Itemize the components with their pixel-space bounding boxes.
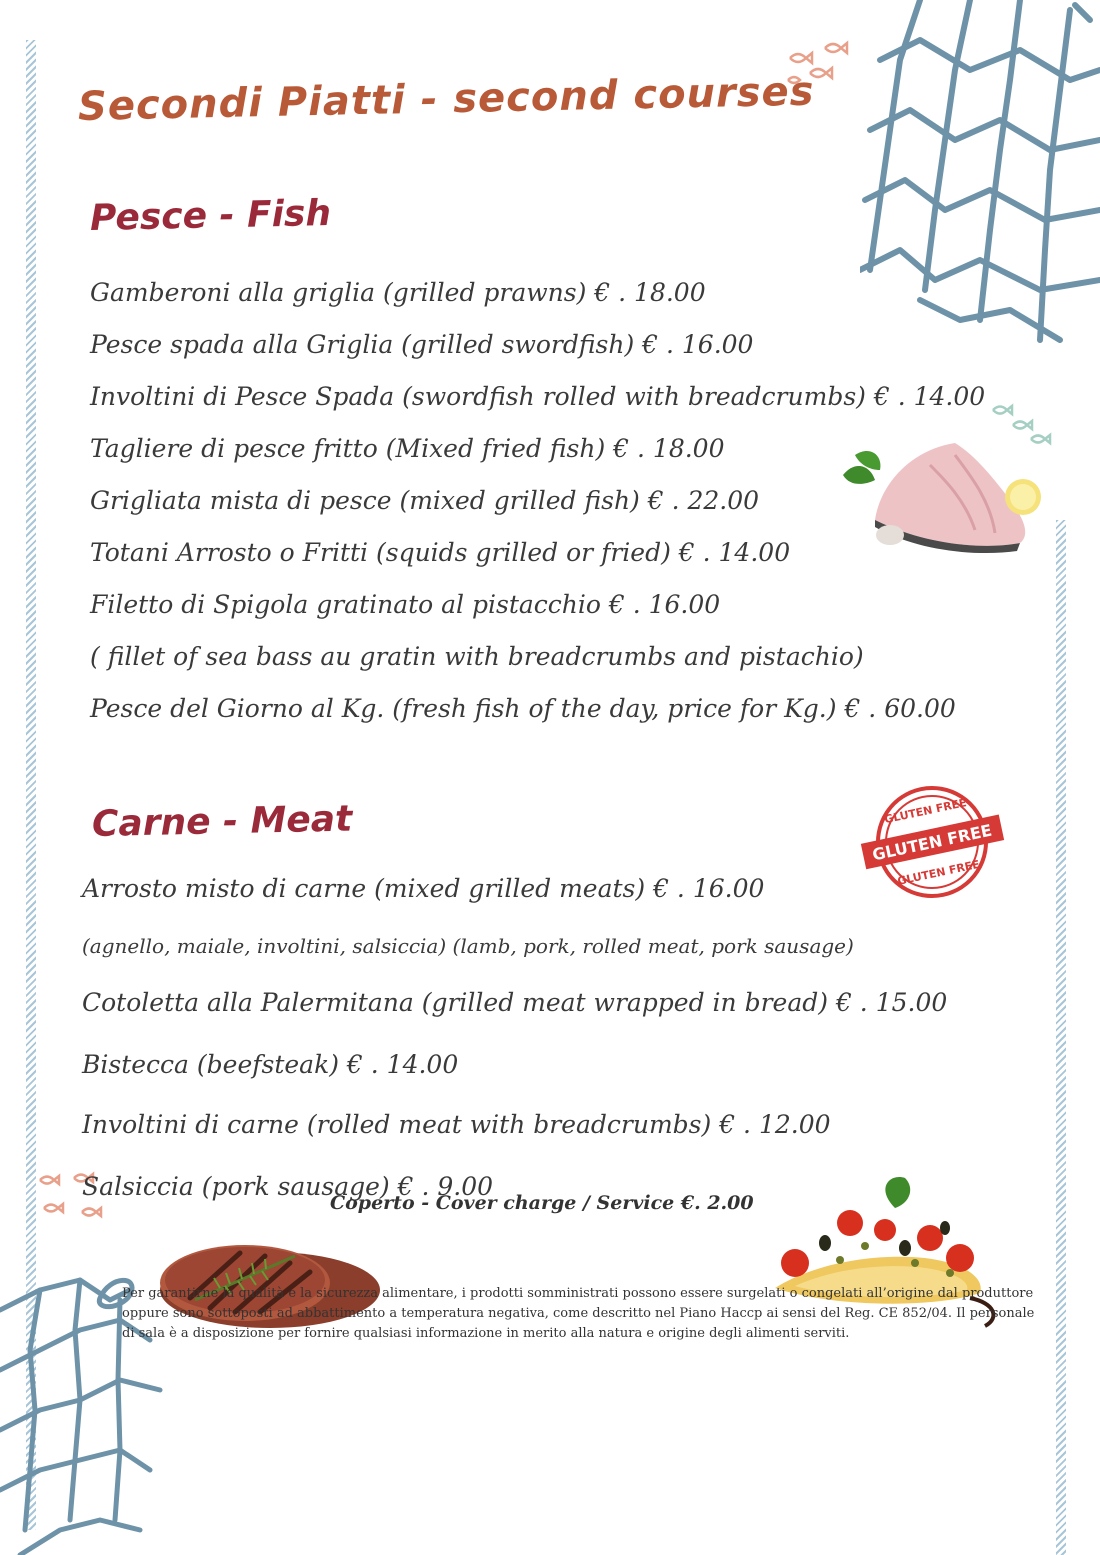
menu-item: Tagliere di pesce fritto (Mixed fried fish) € . 18.00	[90, 434, 725, 463]
badge-main-text: GLUTEN FREE	[870, 820, 994, 865]
right-rope-border	[1056, 520, 1066, 1555]
menu-item: Gamberoni alla griglia (grilled prawns) € . 18.00	[90, 278, 706, 307]
menu-item: Involtini di Pesce Spada (swordfish rolled with breadcrumbs) € . 14.00	[90, 382, 986, 411]
menu-item: Involtini di carne (rolled meat with breadcrumbs) € . 12.00	[82, 1110, 831, 1139]
fishing-net-top-right	[860, 0, 1100, 360]
section-heading-fish: Pesce - Fish	[89, 192, 332, 239]
menu-item: Pesce spada alla Griglia (grilled swordfish) € . 16.00	[90, 330, 754, 359]
menu-item: Totani Arrosto o Fritti (squids grilled or fried) € . 14.00	[90, 538, 791, 567]
menu-item-note: ( fillet of sea bass au gratin with breadcrumbs and pistachio)	[90, 642, 864, 671]
menu-item: Pesce del Giorno al Kg. (fresh fish of the day, price for Kg.) € . 60.00	[90, 694, 956, 723]
badge-bottom-text: GLUTEN FREE	[896, 857, 981, 888]
food-safety-disclaimer: Per garantirne la qualità e la sicurezza alimentare, i prodotti somministrati possono essere surgelati o congelati all’origine dal produttore oppure sono sottoposti ad abbattimento a temperatura negativa, come descritto nel Piano Haccp ai sensi del Reg. CE 852/04. Il personale di sala è a disposizione per fornire qualsiasi informazione in merito alla natura e origine degli alimenti serviti.	[122, 1286, 1035, 1341]
menu-item: Arrosto misto di carne (mixed grilled meats) € . 16.00	[82, 874, 765, 903]
menu-item: Bistecca (beefsteak) € . 14.00	[82, 1050, 459, 1079]
page-title: Secondi Piatti - second courses	[77, 68, 815, 130]
section-heading-meat: Carne - Meat	[91, 798, 353, 845]
menu-item: Grigliata mista di pesce (mixed grilled fish) € . 22.00	[90, 486, 760, 515]
cover-charge: Coperto - Cover charge / Service €. 2.00	[330, 1192, 754, 1214]
swordfish-steak-image	[835, 425, 1045, 555]
badge-top-text: GLUTEN FREE	[883, 796, 968, 827]
menu-item: Salsiccia (pork sausage) € . 9.00	[82, 1172, 494, 1201]
menu-item: Cotoletta alla Palermitana (grilled meat wrapped in bread) € . 15.00	[82, 988, 948, 1017]
menu-item-note: (agnello, maiale, involtini, salsiccia) (lamb, pork, rolled meat, pork sausage)	[82, 934, 854, 958]
gluten-free-stamp	[860, 782, 1005, 902]
menu-item: Filetto di Spigola gratinato al pistacchio € . 16.00	[90, 590, 721, 619]
